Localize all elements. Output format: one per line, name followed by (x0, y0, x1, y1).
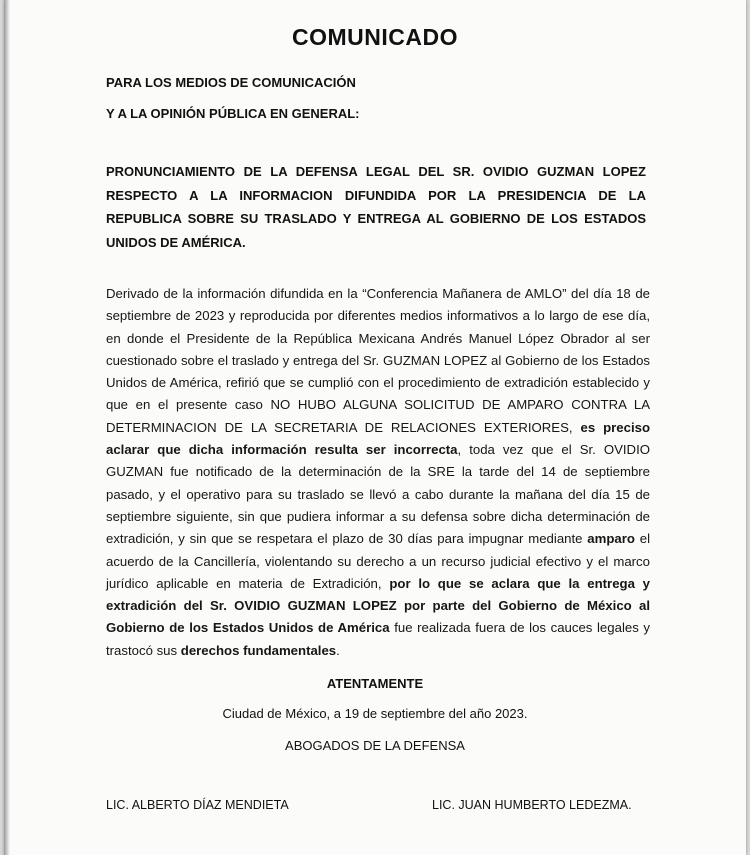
document-title: COMUNICADO (292, 24, 458, 50)
body-bold-1: es preciso aclarar que dicha información resulta ser incorrecta (106, 419, 650, 458)
body-bold-2: amparo (587, 531, 635, 547)
place-date: Ciudad de México, a 19 de septiembre del año 2023. (222, 706, 528, 721)
body-text-3: el acuerdo de la Cancillería, violentando su derecho a un recurso judicial efectivo y el marco jurídico aplicable en materia de Extradición, (106, 531, 650, 591)
body-bold-4: derechos fundamentales (180, 642, 337, 658)
closing: ATENTAMENTE (326, 676, 424, 691)
statement-body (106, 283, 650, 662)
body-text-1: Derivado de la información difundida en la “Conferencia Mañanera de AMLO” del día 18 de septiembre de 2023 y reproducida por diferentes medios informativos a lo largo de ese día, en donde el Presidente de la República Mexicana Andrés Manuel López Obrador al ser cuestionado sobre el traslado y entrega del Sr. GUZMAN LOPEZ al Gobierno de los Estados Unidos de América, refirió que se cumplió con el procedimiento de extradición establecido y que en el presente caso NO HUBO ALGUNA SOLICITUD DE AMPARO CONTRA LA DETERMINACION DE LA SECRETARIA DE RELACIONES EXTERIORES, (106, 286, 650, 435)
body-text-5: . (336, 642, 340, 658)
statement-heading: PRONUNCIAMIENTO DE LA DEFENSA LEGAL DEL SR. OVIDIO GUZMAN LOPEZ RESPECTO A LA INFORMACION DIFUNDIDA POR LA PRESIDENCIA DE LA REPUBLICA SOBRE SU TRASLADO Y ENTREGA AL GOBIERNO DE LOS ESTADOS UNIDOS DE AMÉRICA. (106, 164, 646, 250)
signatories-title: ABOGADOS DE LA DEFENSA (285, 738, 465, 753)
body-text-4: fue realizada fuera de los cauces legales y trastocó sus (106, 620, 650, 658)
body-text-2: , toda vez que el Sr. OVIDIO GUZMAN fue notificado de la determinación de la SRE la tarde del 14 de septiembre pasado, y el operativo para su traslado se llevó a cabo durante la mañana del día 15 de septiembre siguiente, sin que pudiera informar a su defensa sobre dicha determinación de extradición, y sin que se respetara el plazo de 30 días para impugnar mediante (106, 442, 650, 547)
page-edge-shadow (4, 0, 10, 855)
signatory-2: LIC. JUAN HUMBERTO LEDEZMA. (432, 798, 632, 812)
recipient-line-2: Y A LA OPINIÓN PÚBLICA EN GENERAL: (106, 106, 360, 121)
body-bold-3: por lo que se aclara que la entrega y extradición del Sr. OVIDIO GUZMAN LOPEZ por parte del Gobierno de México al Gobierno de los Estados Unidos de América (106, 575, 651, 636)
recipient-line-1: PARA LOS MEDIOS DE COMUNICACIÓN (106, 75, 356, 90)
signatory-1: LIC. ALBERTO DÍAZ MENDIETA (106, 798, 289, 812)
